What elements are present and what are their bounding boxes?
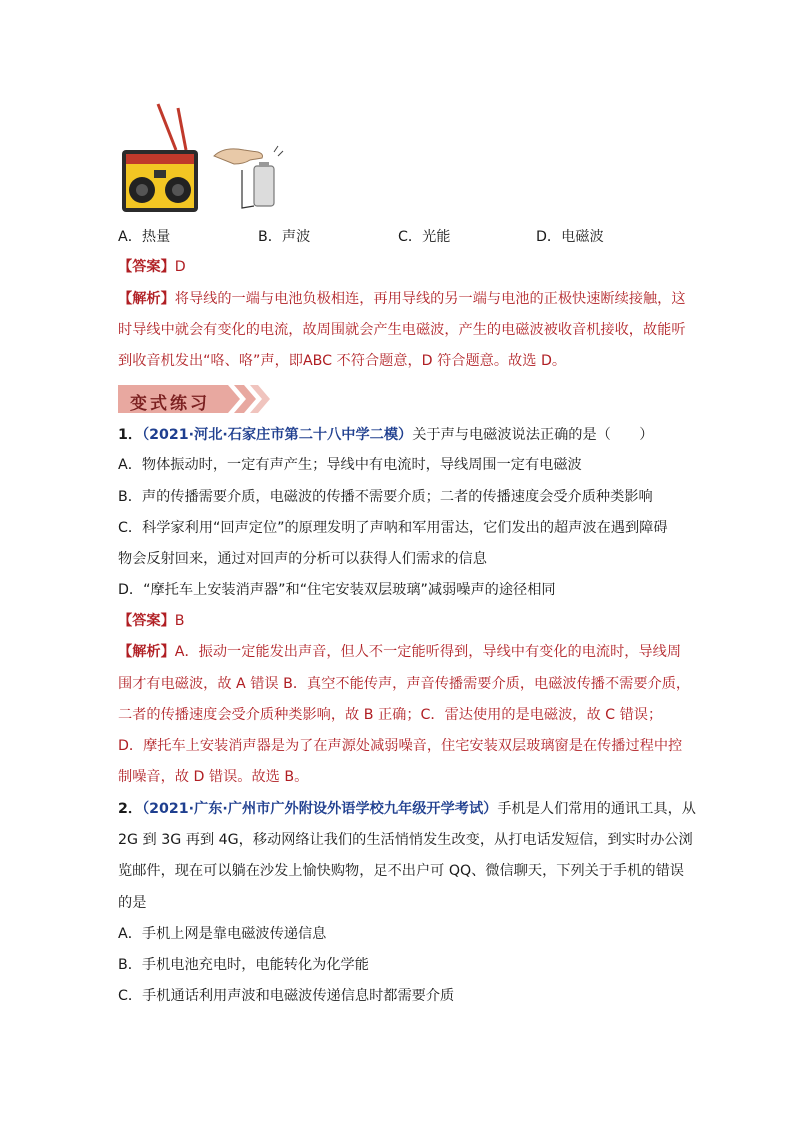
q2-option-c: C．手机通话利用声波和电磁波传递信息时都需要介质 <box>118 988 455 1004</box>
analysis-text: A．振动一定能发出声音，但人不一定能听得到，导线中有变化的电流时，导线周 <box>174 644 682 660</box>
analysis-tag: 【解析】 <box>118 291 175 307</box>
option-c: C．光能 <box>398 229 451 245</box>
q1-option-b: B．声的传播需要介质，电磁波的传播不需要介质；二者的传播速度会受介质种类影响 <box>118 489 653 505</box>
analysis-line: 到收音机发出“咯、咯”声，即ABC 不符合题意，D 符合题意。故选 D。 <box>118 353 567 369</box>
q1-option-c-cont: 物会反射回来，通过对回声的分析可以获得人们需求的信息 <box>118 551 487 567</box>
answer-line <box>118 257 186 277</box>
radio-illustration <box>122 104 198 212</box>
question-2-stem <box>118 799 696 819</box>
analysis-tag: 【解析】 <box>118 644 175 660</box>
q1-analysis-line: 制噪音，故 D 错误。故选 B。 <box>118 769 309 785</box>
q2-option-b: B．手机电池充电时，电能转化为化学能 <box>118 957 369 973</box>
question-source: （2021·广东·广州市广外附设外语学校九年级开学考试） <box>142 801 498 817</box>
question-1-stem <box>118 425 653 445</box>
q2-stem-line: 的是 <box>118 895 147 911</box>
option-a: A．热量 <box>118 229 171 245</box>
q1-analysis-line: 围才有电磁波，故 A 错误 B．真空不能传声，声音传播需要介质，电磁波传播不需要介质， <box>118 676 691 692</box>
hand-battery-illustration <box>214 146 283 208</box>
q1-option-c: C．科学家利用“回声定位”的原理发明了声呐和军用雷达，它们发出的超声波在遇到障碍 <box>118 520 668 536</box>
answer-value: B <box>174 613 185 629</box>
answer-value: D <box>174 259 186 275</box>
option-d: D．电磁波 <box>536 229 604 245</box>
radio-battery-figure <box>118 98 298 218</box>
analysis-text: 将导线的一端与电池负极相连，再用导线的另一端与电池的正极快速断续接触，这 <box>174 291 686 307</box>
question-text: 关于声与电磁波说法正确的是（ ） <box>412 427 654 443</box>
analysis-line: 时导线中就会有变化的电流，故周围就会产生电磁波，产生的电磁波被收音机接收，故能听 <box>118 322 686 338</box>
analysis-line <box>118 289 686 309</box>
question-source: （2021·河北·石家庄市第二十八中学二模） <box>142 427 413 443</box>
q1-option-a: A．物体振动时，一定有声产生；导线中有电流时，导线周围一定有电磁波 <box>118 457 582 473</box>
q1-answer-line <box>118 611 185 631</box>
q1-analysis-line <box>118 642 681 662</box>
question-number: 2． <box>118 801 143 817</box>
answer-tag: 【答案】 <box>118 259 175 275</box>
q2-option-a: A．手机上网是靠电磁波传递信息 <box>118 926 327 942</box>
q2-stem-line: 览邮件，现在可以躺在沙发上愉快购物，足不出户可 QQ、微信聊天，下列关于手机的错误 <box>118 863 684 879</box>
question-text: 手机是人们常用的通讯工具，从 <box>497 801 696 817</box>
q1-analysis-line: 二者的传播速度会受介质种类影响，故 B 正确；C．雷达使用的是电磁波，故 C 错误； <box>118 707 663 723</box>
section-title: 变式练习 <box>130 394 210 414</box>
q1-option-d: D．“摩托车上安装消声器”和“住宅安装双层玻璃”减弱噪声的途径相同 <box>118 582 556 598</box>
q2-stem-line: 2G 到 3G 再到 4G，移动网络让我们的生活悄悄发生改变，从打电话发短信，到实时办公浏 <box>118 832 693 848</box>
option-b: B．声波 <box>258 229 311 245</box>
q1-analysis-line: D．摩托车上安装消声器是为了在声源处减弱噪音，住宅安装双层玻璃窗是在传播过程中控 <box>118 738 683 754</box>
question-number: 1． <box>118 427 143 443</box>
answer-tag: 【答案】 <box>118 613 175 629</box>
